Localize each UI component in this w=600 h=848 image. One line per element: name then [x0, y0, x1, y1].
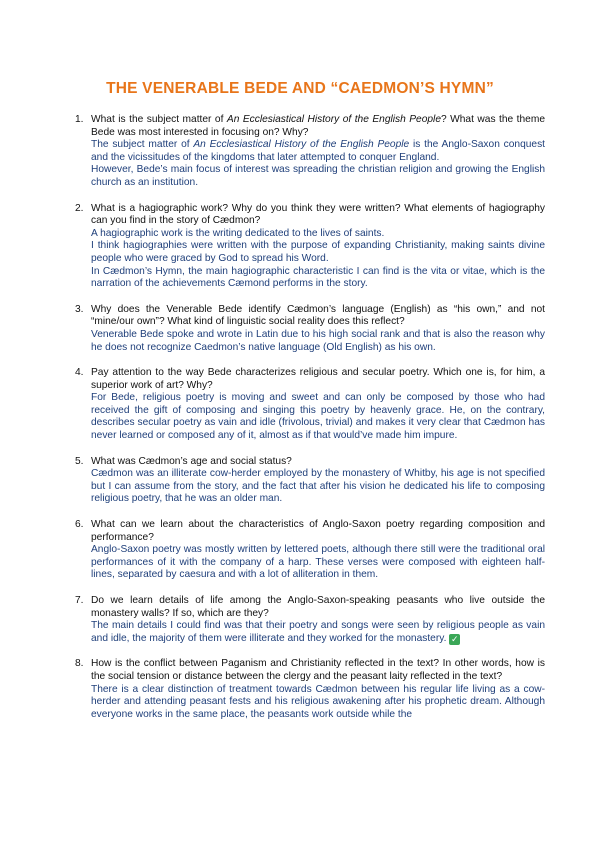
question-number: 7. — [75, 595, 84, 606]
question-text: What is a hagiographic work? Why do you think they were written? What elements of hagiography can you find in the story of Cædmon? — [91, 202, 545, 227]
answer-paragraph: Anglo-Saxon poetry was mostly written by lettered poets, although there still were the traditional oral performances of it with the company of a harp. These verses were composed with eighteen half-lines, separated by caesura and with a lot of alliteration in them. — [91, 544, 545, 581]
question-text: Pay attention to the way Bede characterizes religious and secular poetry. Which one is, for him, a superior work of art? Why? — [91, 367, 545, 391]
question-item-2 — [75, 203, 545, 291]
question-text: Do we learn details of life among the Anglo-Saxon-speaking peasants who live outside the monastery walls? If so, which are they? — [91, 595, 545, 619]
book-title: An Ecclesiastical History of the English People — [193, 139, 410, 151]
question-list — [75, 114, 545, 734]
question-item-4 — [75, 367, 545, 443]
question-number: 2. — [75, 202, 84, 214]
question-number: 3. — [75, 303, 84, 315]
question-text: What was Cædmon’s age and social status? — [91, 455, 292, 467]
question-number: 5. — [75, 455, 84, 467]
answer-paragraph: A hagiographic work is the writing dedicated to the lives of saints. — [91, 227, 385, 239]
question-item-5 — [75, 456, 545, 506]
question-number: 4. — [75, 367, 84, 379]
question-item-1 — [75, 114, 545, 190]
answer-paragraph: I think hagiographies were written with the purpose of expanding Christianity, making saints divine people who were graced by God to spread his Word. — [91, 240, 545, 264]
question-number: 8. — [75, 658, 84, 670]
answer-paragraph: There is a clear distinction of treatment towards Cædmon between his regular life living as a cow-herder and attending peasant fests and his religious awakening after his prophetic dream. Although everyone works in the same place, the peasants work outside while the — [91, 683, 545, 720]
question-item-7 — [75, 595, 545, 645]
question-number: 1. — [75, 114, 84, 125]
answer-paragraph: The subject matter of An Ecclesiastical History of the English People is the Anglo-Saxon conquest and the vicissitudes of the kingdoms that later attempted to conquer England. — [91, 139, 545, 163]
question-number: 6. — [75, 519, 84, 531]
answer-paragraph: Venerable Bede spoke and wrote in Latin due to his high social rank and that is also the reason why he does not recognize Caedmon’s native language (Old English) as his own. — [91, 328, 545, 353]
question-text: What can we learn about the characteristics of Anglo-Saxon poetry regarding composition and performance? — [91, 519, 545, 543]
question-item-3 — [75, 304, 545, 354]
question-text: What is the subject matter of An Ecclesiastical History of the English People? What was the theme Bede was most interested in focusing on? Why? — [91, 114, 545, 138]
answer-paragraph: For Bede, religious poetry is moving and sweet and can only be composed by those who had received the gift of composing and singing this poetry by heavenly grace. He, on the contrary, describes secular poetry as vain and idle (frivolous, trivial) and makes it very clear that Cædmon has never learned or composed any of it, almost as if that would’ve made him impure. — [91, 392, 545, 442]
answer-paragraph: However, Bede’s main focus of interest was spreading the christian religion and growing the English church as an institution. — [91, 164, 545, 188]
check-mark-icon: ✓ — [450, 633, 459, 644]
answer-paragraph: Cædmon was an illiterate cow-herder employed by the monastery of Whitby, his age is not specified but I can assume from the story, and the fact that after his vision he dedicated his life to composing religious poetry, that he was an older man. — [91, 468, 545, 505]
document-title: THE VENERABLE BEDE AND “CAEDMON’S HYMN” — [106, 80, 494, 97]
question-text: Why does the Venerable Bede identify Cædmon’s language (English) as “his own,” and not “mine/our own”? What kind of linguistic social reality does this reflect? — [91, 303, 545, 328]
question-item-6 — [75, 519, 545, 582]
question-text: How is the conflict between Paganism and Christianity reflected in the text? In other words, how is the social tension or distance between the clergy and the peasant laity reflected in the text? — [91, 658, 545, 682]
answer-paragraph: The main details I could find was that their poetry and songs were seen by religious people as vain and idle, the majority of them were illiterate and they worked for the monastery. ✓ — [91, 620, 545, 644]
answer-paragraph: In Cædmon’s Hymn, the main hagiographic characteristic I can find is the vita or vitae, which is the narration of the achievements Cæmond performs in the story. — [91, 265, 545, 290]
book-title: An Ecclesiastical History of the English People — [226, 114, 441, 125]
question-item-8 — [75, 658, 545, 721]
